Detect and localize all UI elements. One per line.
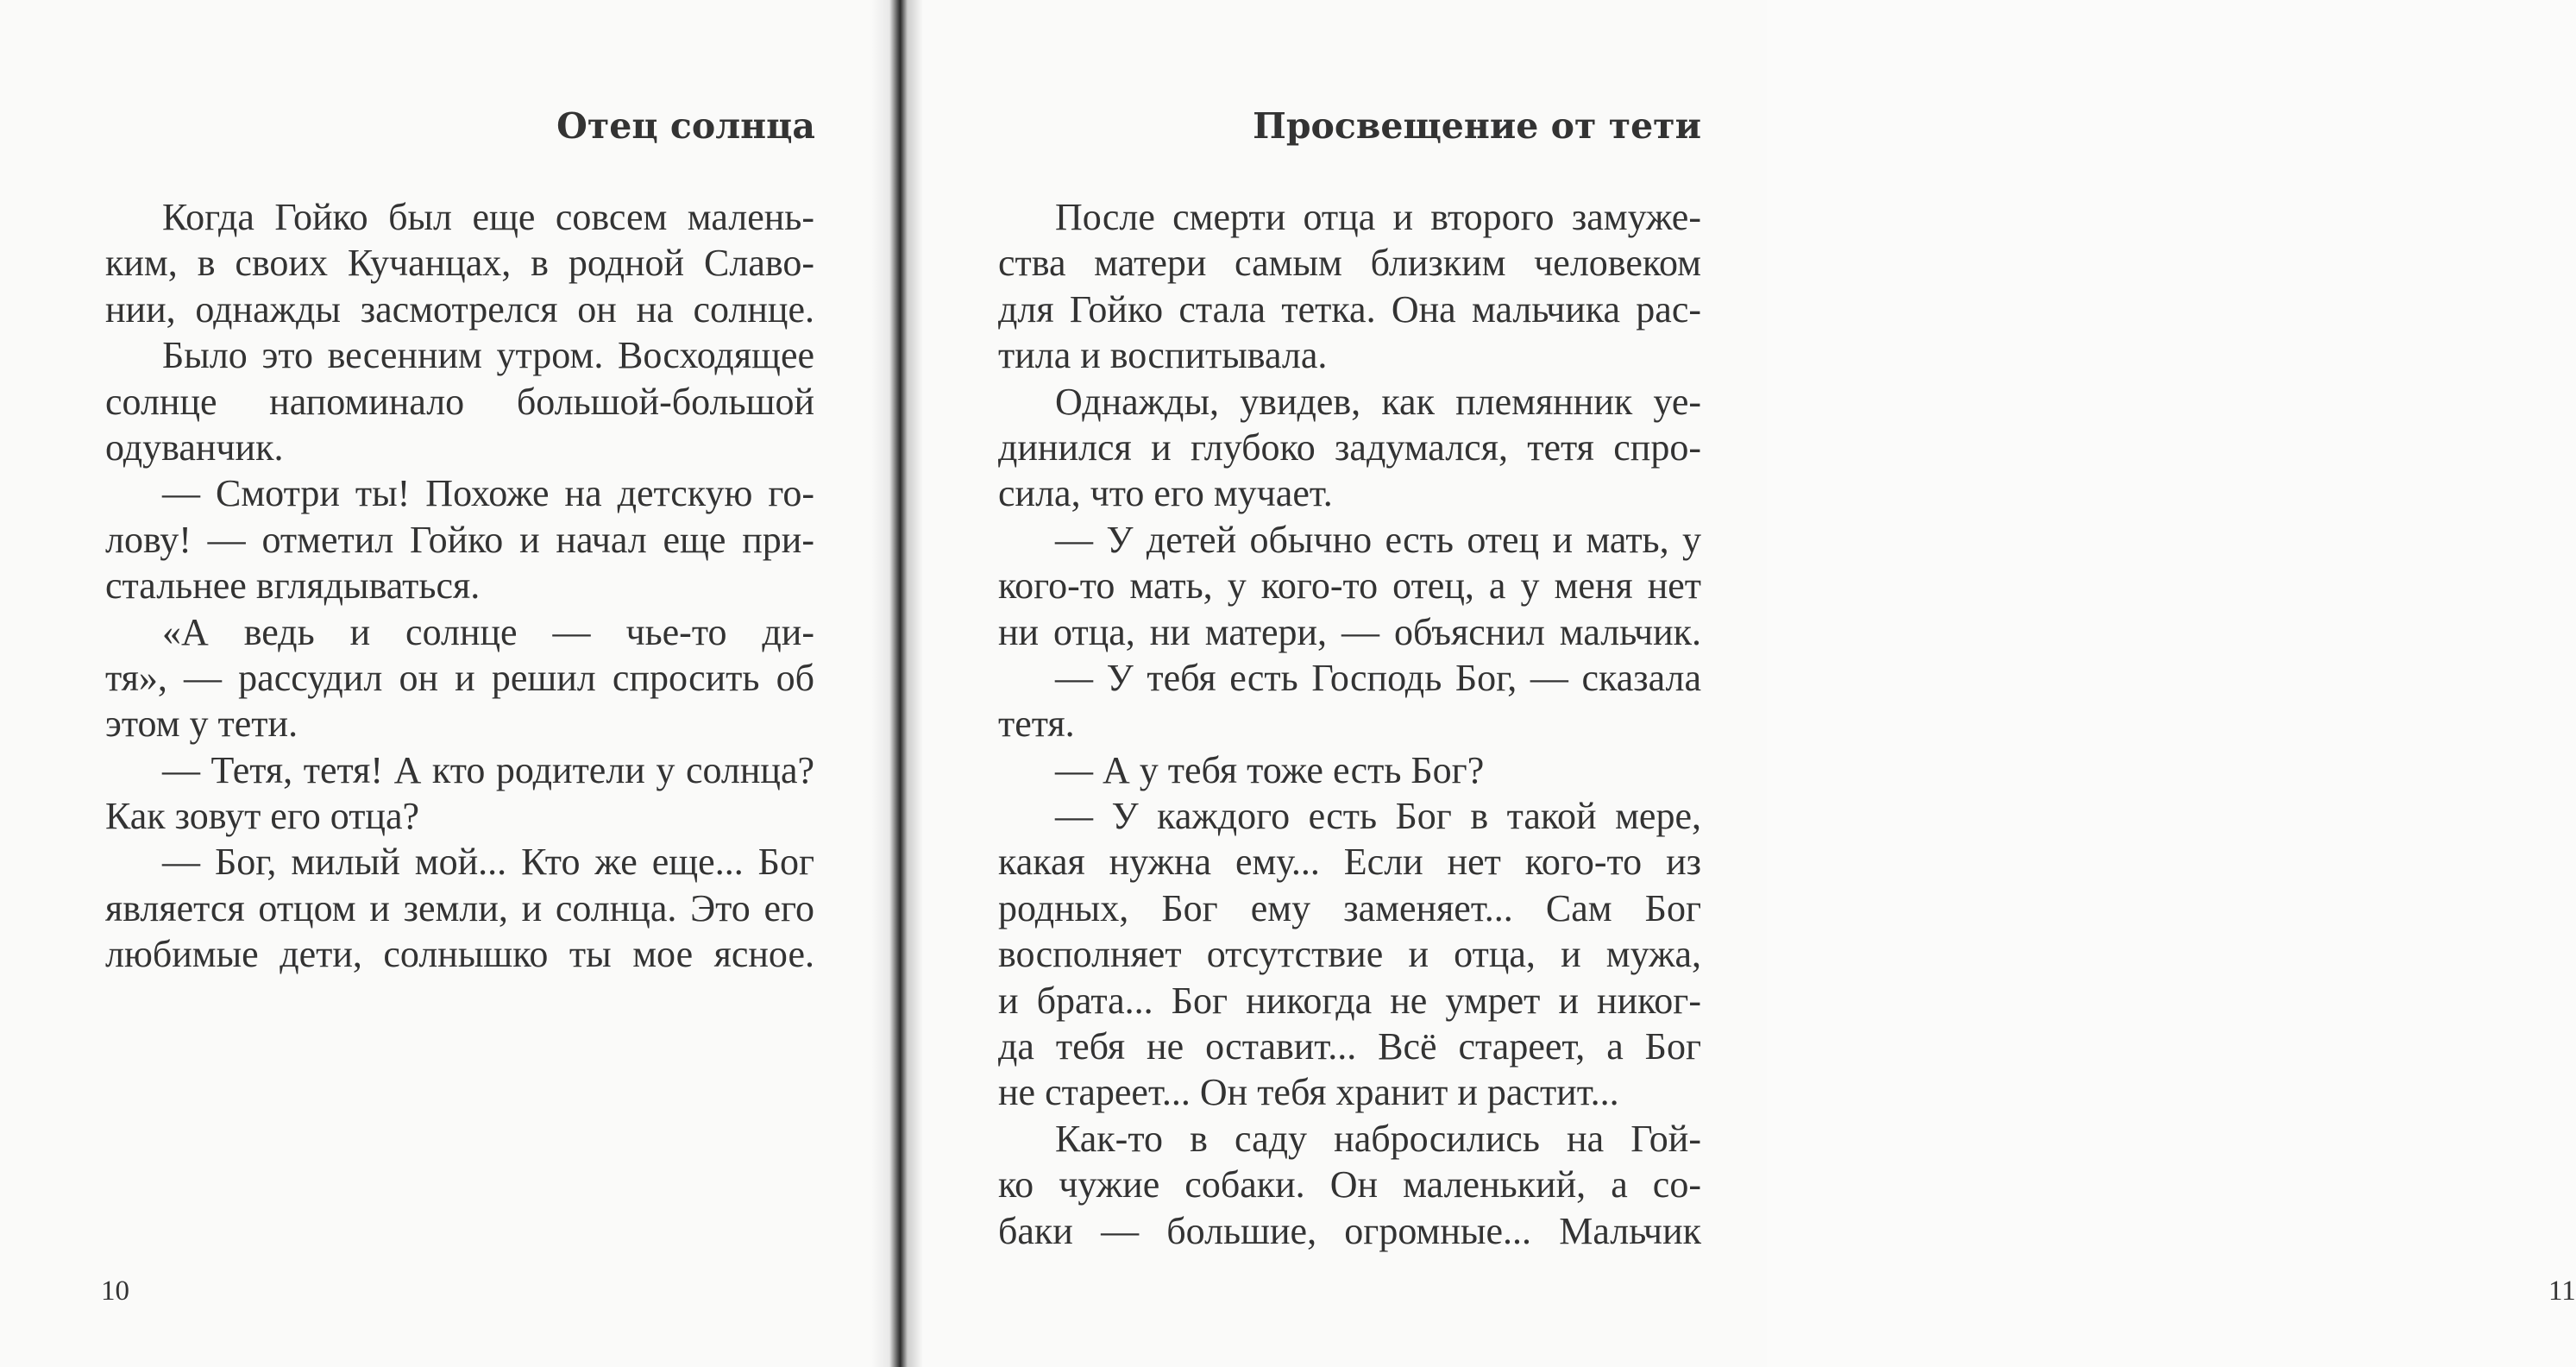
text-line: и брата... Бог никогда не умрет и никог- bbox=[998, 979, 1701, 1022]
text-line: Когда Гойко был еще совсем малень- bbox=[162, 196, 814, 238]
text-line: Было это весенним утром. Восходящее bbox=[162, 334, 814, 377]
text-line: — У каждого есть Бог в такой мере, bbox=[1055, 795, 1701, 838]
text-line: тя», — рассудил он и решил спросить об bbox=[105, 656, 814, 699]
text-line: любимые дети, солнышко ты мое ясное. bbox=[105, 933, 814, 976]
text-line: ни отца, ни матери, — объяснил мальчик. bbox=[998, 610, 1701, 653]
text-line: — Бог, милый мой... Кто же еще... Бог bbox=[162, 841, 814, 884]
text-line: этом у тети. bbox=[105, 702, 298, 746]
text-line: да тебя не оставит... Всё стареет, а Бог bbox=[998, 1025, 1701, 1068]
left-page-text bbox=[105, 194, 814, 978]
text-line: «А ведь и солнце — чье-то ди- bbox=[162, 610, 814, 653]
text-line: тетя. bbox=[998, 702, 1075, 746]
text-line: сила, что его мучает. bbox=[998, 472, 1333, 515]
text-line: динился и глубоко задумался, тетя спро- bbox=[998, 425, 1701, 469]
text-line: — Тетя, тетя! А кто родители у солнца? bbox=[162, 748, 814, 791]
text-line: не стареет... Он тебя хранит и растит... bbox=[998, 1071, 1619, 1114]
right-page-text bbox=[998, 194, 1701, 1254]
text-line: Однажды, увидев, как племянник уе- bbox=[1055, 380, 1701, 423]
text-line: стальнее вглядываться. bbox=[105, 564, 481, 608]
left-page-title: Отец солнца bbox=[556, 105, 815, 147]
right-page-title: Просвещение от тети bbox=[1253, 105, 1701, 147]
left-page-number: 10 bbox=[101, 1276, 129, 1307]
text-line: — Смотри ты! Похоже на детскую го- bbox=[162, 472, 814, 515]
text-line: является отцом и земли, и солнца. Это его bbox=[105, 886, 814, 929]
text-line: родных, Бог ему заменяет... Сам Бог bbox=[998, 886, 1701, 929]
right-page-number: 11 bbox=[2548, 1276, 2576, 1307]
text-line: кого-то мать, у кого-то отец, а у меня нет bbox=[998, 564, 1701, 608]
text-line: какая нужна ему... Если нет кого-то из bbox=[998, 841, 1701, 884]
text-line: тила и воспитывала. bbox=[998, 334, 1328, 377]
text-line: для Гойко стала тетка. Она мальчика рас- bbox=[998, 287, 1701, 331]
text-line: — А у тебя тоже есть Бог? bbox=[1055, 748, 1485, 791]
left-page bbox=[0, 0, 880, 1367]
text-line: баки — большие, огромные... Мальчик bbox=[998, 1209, 1701, 1252]
text-line: одуванчик. bbox=[105, 425, 284, 469]
text-line: ким, в своих Кучанцах, в родной Славо- bbox=[105, 242, 814, 285]
text-line: После смерти отца и второго замуже- bbox=[1055, 196, 1701, 238]
text-line: ко чужие собаки. Он маленький, а со- bbox=[998, 1163, 1701, 1206]
text-line: Как зовут его отца? bbox=[105, 795, 420, 838]
text-line: лову! — отметил Гойко и начал еще при- bbox=[105, 518, 814, 561]
text-line: нии, однажды засмотрелся он на солнце. bbox=[105, 287, 814, 331]
text-line: — У детей обычно есть отец и мать, у bbox=[1055, 518, 1701, 561]
text-line: — У тебя есть Господь Бог, — сказала bbox=[1055, 656, 1701, 699]
text-line: Как-то в саду набросились на Гой- bbox=[1055, 1117, 1701, 1160]
text-line: солнце напоминало большой-большой bbox=[105, 380, 814, 423]
text-line: восполняет отсутствие и отца, и мужа, bbox=[998, 933, 1701, 976]
book-spine bbox=[871, 0, 923, 1367]
text-line: ства матери самым близким человеком bbox=[998, 242, 1701, 285]
